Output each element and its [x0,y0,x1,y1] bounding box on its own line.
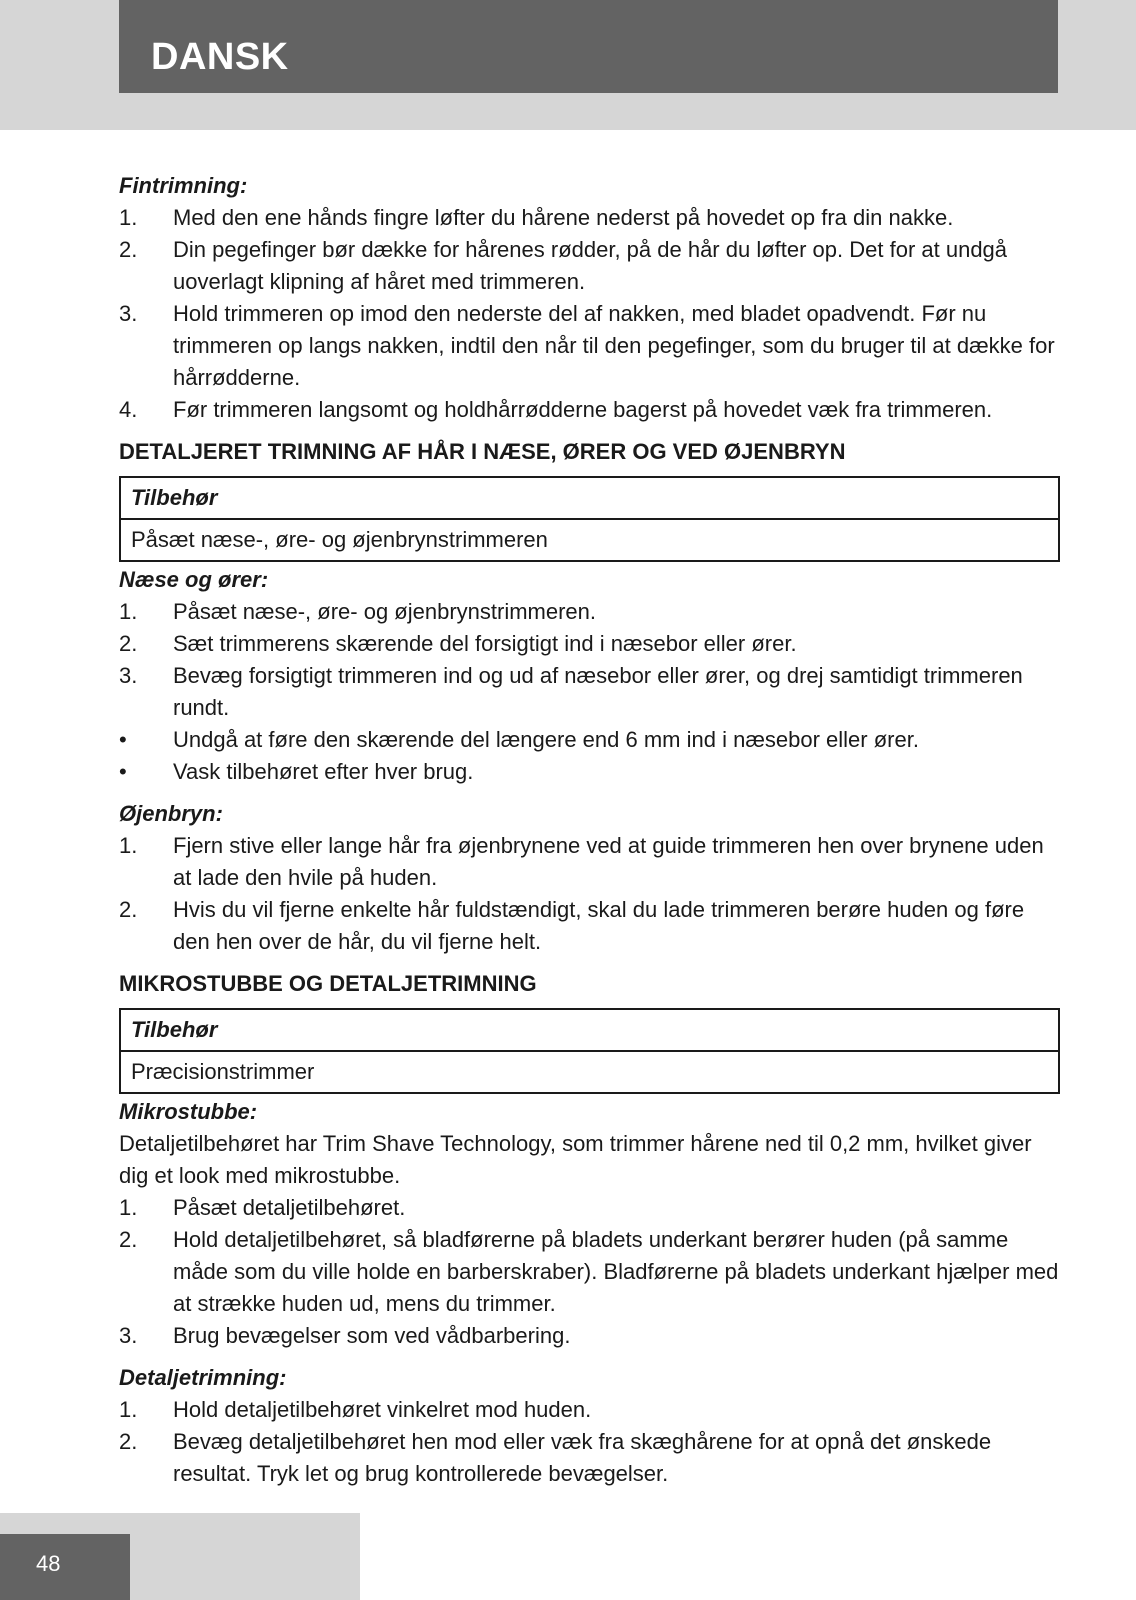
list-item [119,830,1059,894]
accessory-table-value: Påsæt næse-, øre- og øjenbrynstrimmeren [120,519,1059,561]
nose-ears-bullets [119,724,1059,788]
micro-stubble-list [119,1192,1059,1352]
list-item [119,1224,1059,1320]
list-text: Bevæg detaljetilbehøret hen mod eller væk fra skæghårene for at opnå det ønskede resultat. Tryk let og brug kontrollerede bevægelser. [173,1429,992,1486]
language-title: DANSK [151,36,289,78]
list-marker: 3. [119,1323,138,1348]
list-text: Før trimmeren langsomt og holdhårrødderne bagerst på hovedet væk fra trimmeren. [173,397,993,422]
page-number: 48 [36,1551,61,1576]
spacer [119,788,1059,798]
fintrimning-list [119,202,1059,426]
list-marker: 2. [119,631,138,656]
list-item [119,628,1059,660]
language-bar [119,0,1058,93]
list-marker: 2. [119,1227,138,1252]
list-text: Hold detaljetilbehøret vinkelret mod huden. [173,1397,592,1422]
list-text: Din pegefinger bør dække for hårenes rødder, på de hår du løfter op. Det for at undgå uoverlagt klipning af håret med trimmeren. [173,237,1008,294]
accessory-table [119,1008,1060,1094]
bullet-item [119,724,1059,756]
list-item [119,298,1059,394]
bullet-item [119,756,1059,788]
list-marker: 1. [119,599,138,624]
list-marker: 1. [119,1397,138,1422]
list-text: Påsæt detaljetilbehøret. [173,1195,406,1220]
eyebrows-title: Øjenbryn: [119,801,223,826]
list-text: Brug bevægelser som ved vådbarbering. [173,1323,571,1348]
list-marker: 2. [119,237,138,262]
micro-stubble-title: Mikrostubbe: [119,1099,258,1124]
list-marker: 2. [119,897,138,922]
list-text: Hold detaljetilbehøret, så bladførerne på bladets underkant berører huden (på samme måde som du ville holde en barberskraber). Bladførerne på bladets underkant hjælper med at strække huden ud, mens du trimmer. [173,1227,1059,1316]
section-heading-micro-stubble: MIKROSTUBBE OG DETALJETRIMNING [119,971,537,996]
accessory-table-header: Tilbehør [120,1009,1059,1051]
list-marker: 1. [119,205,138,230]
nose-ears-list [119,596,1059,724]
list-text: Hvis du vil fjerne enkelte hår fuldstændigt, skal du lade trimmeren berøre huden og føre den hen over de hår, du vil fjerne helt. [173,897,1025,954]
detail-trimming-list [119,1394,1059,1490]
fintrimning-title: Fintrimning: [119,173,248,198]
list-item [119,596,1059,628]
list-text: Med den ene hånds fingre løfter du hårene nederst på hovedet op fra din nakke. [173,205,954,230]
list-marker: 4. [119,397,138,422]
list-item [119,660,1059,724]
list-item [119,234,1059,298]
accessory-table-header: Tilbehør [120,477,1059,519]
list-item [119,1394,1059,1426]
list-item [119,1426,1059,1490]
list-marker: 1. [119,1195,138,1220]
bullet-marker: • [119,759,127,784]
list-marker: 1. [119,833,138,858]
list-item [119,394,1059,426]
list-text: Hold trimmeren op imod den nederste del af nakken, med bladet opadvendt. Før nu trimmeren op langs nakken, indtil den når til den pegefinger, som du bruger til at dække for hårrødderne. [173,301,1055,390]
list-text: Bevæg forsigtigt trimmeren ind og ud af næsebor eller ører, og drej samtidigt trimmeren rundt. [173,663,1023,720]
page-number-box [0,1534,130,1600]
bullet-text: Undgå at føre den skærende del længere end 6 mm ind i næsebor eller ører. [173,727,919,752]
list-item [119,202,1059,234]
micro-stubble-intro: Detaljetilbehøret har Trim Shave Technology, som trimmer hårene ned til 0,2 mm, hvilket giver dig et look med mikrostubbe. [119,1131,1032,1188]
list-text: Påsæt næse-, øre- og øjenbrynstrimmeren. [173,599,597,624]
accessory-table-value: Præcisionstrimmer [120,1051,1059,1093]
spacer [119,1352,1059,1362]
detail-trimming-title: Detaljetrimning: [119,1365,287,1390]
list-marker: 3. [119,301,138,326]
nose-ears-title: Næse og ører: [119,567,269,592]
list-marker: 2. [119,1429,138,1454]
bullet-text: Vask tilbehøret efter hver brug. [173,759,474,784]
section-heading-nose-ears-brows: DETALJERET TRIMNING AF HÅR I NÆSE, ØRER OG VED ØJENBRYN [119,439,846,464]
list-item [119,1320,1059,1352]
list-text: Sæt trimmerens skærende del forsigtigt ind i næsebor eller ører. [173,631,797,656]
accessory-table [119,476,1060,562]
list-text: Fjern stive eller lange hår fra øjenbrynene ved at guide trimmeren hen over brynene uden at lade den hvile på huden. [173,833,1044,890]
list-item [119,894,1059,958]
bullet-marker: • [119,727,127,752]
list-marker: 3. [119,663,138,688]
eyebrows-list [119,830,1059,958]
list-item [119,1192,1059,1224]
page-content [119,170,1059,1490]
